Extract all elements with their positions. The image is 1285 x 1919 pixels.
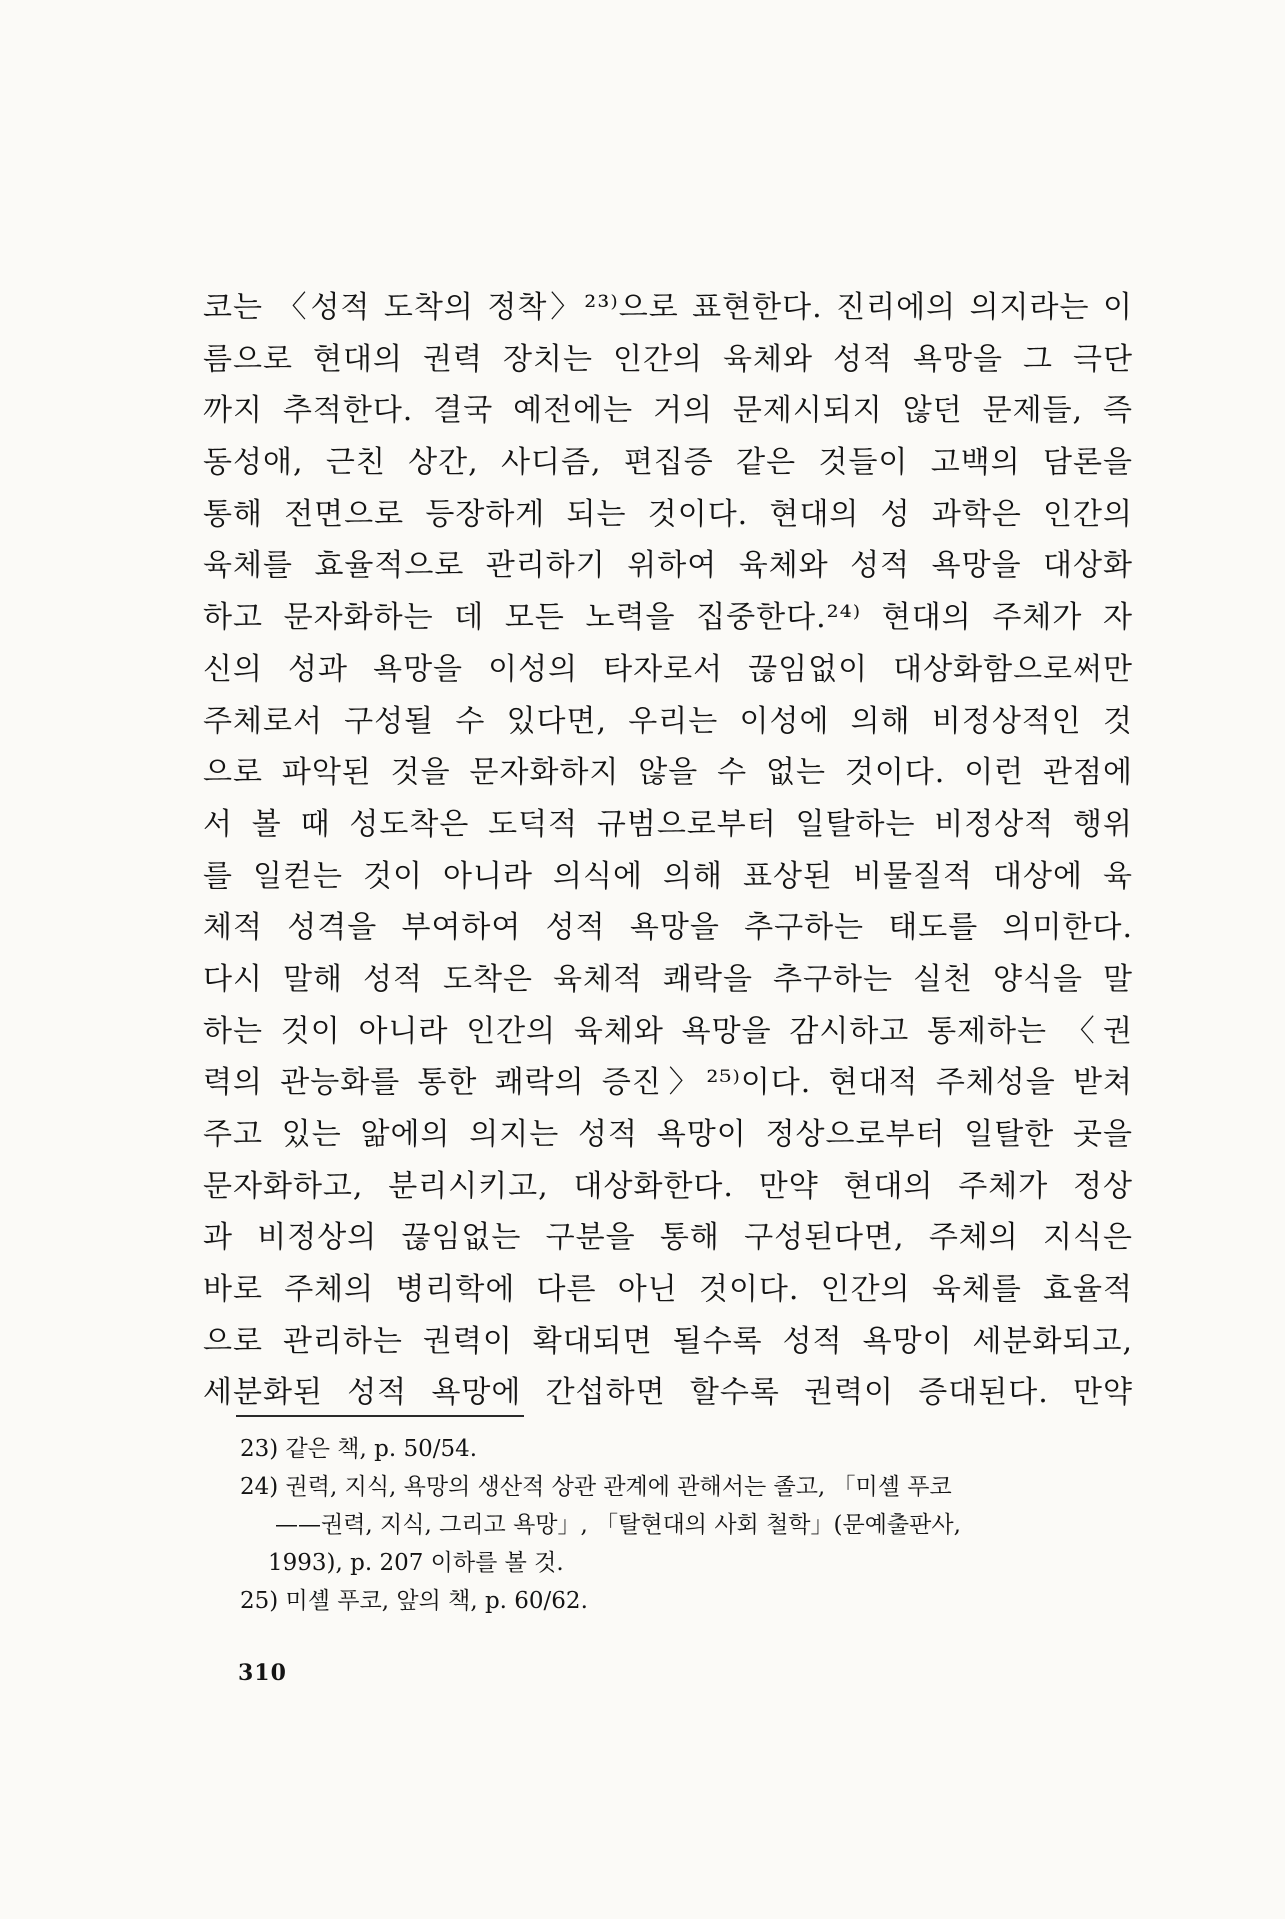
- text-line: 통해 전면으로 등장하게 되는 것이다. 현대의 성 과학은 인간의: [203, 496, 1133, 532]
- footnote-23: 23) 같은 책, p. 50/54.: [240, 1436, 478, 1462]
- text-line: 하는 것이 아니라 인간의 육체와 욕망을 감시하고 통제하는 〈권: [203, 1013, 1133, 1049]
- text-line: 과 비정상의 끊임없는 구분을 통해 구성된다면, 주체의 지식은: [203, 1220, 1133, 1256]
- footnote-24: 24) 권력, 지식, 욕망의 생산적 상관 관계에 관해서는 졸고, 「미셸 푸코: [240, 1474, 952, 1500]
- text-line: 신의 성과 욕망을 이성의 타자로서 끊임없이 대상화함으로써만: [203, 651, 1133, 687]
- footnote-24-continued: 1993), p. 207 이하를 볼 것.: [268, 1550, 564, 1576]
- footnote-24-continued: ——권력, 지식, 그리고 욕망」, 「탈현대의 사회 철학」(문예출판사,: [275, 1512, 961, 1538]
- footnote-25: 25) 미셸 푸코, 앞의 책, p. 60/62.: [240, 1588, 588, 1614]
- text-line: 서 볼 때 성도착은 도덕적 규범으로부터 일탈하는 비정상적 행위: [203, 806, 1133, 842]
- text-line: 바로 주체의 병리학에 다른 아닌 것이다. 인간의 육체를 효율적: [203, 1272, 1133, 1308]
- text-line: 문자화하고, 분리시키고, 대상화한다. 만약 현대의 주체가 정상: [203, 1168, 1133, 1204]
- text-line: 력의 관능화를 통한 쾌락의 증진〉²⁵⁾이다. 현대적 주체성을 받쳐: [203, 1065, 1133, 1101]
- text-line: 름으로 현대의 권력 장치는 인간의 육체와 성적 욕망을 그 극단: [203, 341, 1133, 377]
- text-line: 코는 〈성적 도착의 정착〉²³⁾으로 표현한다. 진리에의 의지라는 이: [203, 290, 1133, 325]
- text-line: 를 일컫는 것이 아니라 의식에 의해 표상된 비물질적 대상에 육: [203, 858, 1133, 894]
- text-line: 까지 추적한다. 결국 예전에는 거의 문제시되지 않던 문제들, 즉: [203, 393, 1133, 429]
- text-line: 동성애, 근친 상간, 사디즘, 편집증 같은 것들이 고백의 담론을: [203, 445, 1133, 481]
- text-line: 주체로서 구성될 수 있다면, 우리는 이성에 의해 비정상적인 것: [203, 703, 1133, 739]
- footnote-divider: [236, 1415, 524, 1417]
- page-number: 310: [238, 1660, 287, 1686]
- body-text: [203, 282, 1133, 1419]
- text-line: 하고 문자화하는 데 모든 노력을 집중한다.²⁴⁾ 현대의 주체가 자: [203, 600, 1133, 636]
- text-line: 육체를 효율적으로 관리하기 위하여 육체와 성적 욕망을 대상화: [203, 548, 1133, 584]
- text-line: 세분화된 성적 욕망에 간섭하면 할수록 권력이 증대된다. 만약: [203, 1375, 1133, 1411]
- footnotes: [240, 1430, 1140, 1620]
- text-line: 으로 관리하는 권력이 확대되면 될수록 성적 욕망이 세분화되고,: [203, 1323, 1133, 1359]
- text-line: 으로 파악된 것을 문자화하지 않을 수 없는 것이다. 이런 관점에: [203, 755, 1133, 791]
- text-line: 다시 말해 성적 도착은 육체적 쾌락을 추구하는 실천 양식을 말: [203, 961, 1133, 997]
- text-line: 체적 성격을 부여하여 성적 욕망을 추구하는 태도를 의미한다.: [203, 910, 1133, 946]
- text-line: 주고 있는 앎에의 의지는 성적 욕망이 정상으로부터 일탈한 곳을: [203, 1117, 1133, 1152]
